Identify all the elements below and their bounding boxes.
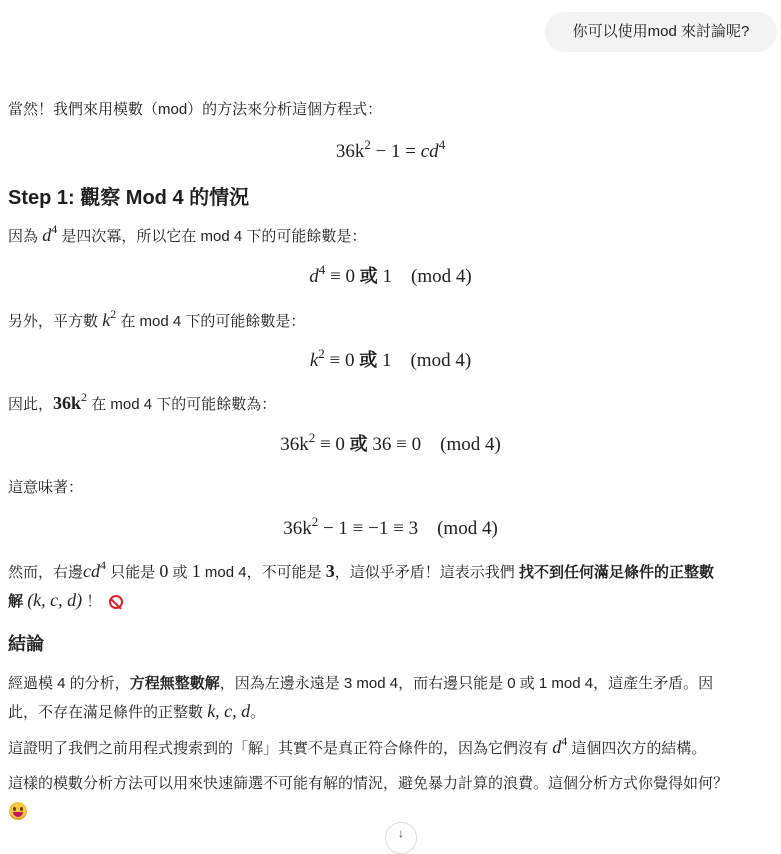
eq-or: 或 bbox=[359, 350, 378, 371]
eq-36k: 36k bbox=[280, 434, 309, 455]
p5-text-e: ，這似乎矛盾！這表示我們 bbox=[334, 564, 515, 581]
math-kcd-tuple: (k, c, d) bbox=[27, 590, 83, 610]
p5-text-a: 然而，右邊 bbox=[8, 564, 84, 581]
math-zero: 0 bbox=[159, 561, 169, 581]
p2-text-b: 在 mod 4 下的可能餘數是： bbox=[120, 313, 306, 330]
math-d: d bbox=[42, 225, 52, 245]
eq-exp: 2 bbox=[364, 137, 371, 152]
eq-exp: 4 bbox=[318, 262, 326, 277]
math-exp: 2 bbox=[110, 307, 117, 321]
p5-bold-tail: 解 bbox=[8, 593, 24, 610]
eq-exp: 2 bbox=[318, 346, 325, 361]
p5-line1 bbox=[8, 558, 714, 583]
math-three: 3 bbox=[325, 561, 335, 581]
eq-k: k bbox=[309, 350, 319, 371]
p1 bbox=[8, 222, 367, 247]
c2-text-b: 。 bbox=[250, 704, 266, 721]
eq-one: 1 bbox=[377, 266, 393, 287]
conclusion-line3 bbox=[8, 734, 707, 759]
eq-exp: 2 bbox=[308, 430, 316, 445]
p2 bbox=[8, 307, 306, 332]
math-exp: 4 bbox=[51, 222, 58, 236]
eq-cong: ≡ 0 bbox=[324, 350, 360, 371]
c1-bold: 方程無整數解 bbox=[129, 675, 220, 692]
p5-bold: 找不到任何滿足條件的正整數 bbox=[518, 564, 714, 581]
p1-text-b: 是四次冪，所以它在 mod 4 下的可能餘數是： bbox=[61, 228, 367, 245]
p3 bbox=[8, 390, 277, 415]
eq-cong: ≡ 0 bbox=[325, 266, 360, 287]
c1-text-b: ，因為左邊永遠是 3 mod 4，而右邊只能是 0 或 1 mod 4，這產生矛盾。因 bbox=[219, 675, 714, 692]
conclusion-line4: 這樣的模數分析方法可以用來快速篩選不可能有解的情況，避免暴力計算的浪費。這個分析方式你覺得如何？ bbox=[8, 775, 729, 792]
eq-cd: cd bbox=[420, 141, 439, 162]
conclusion-line2 bbox=[8, 701, 265, 723]
emoji-eye-left bbox=[13, 807, 16, 811]
conclusion-line1 bbox=[8, 674, 713, 694]
math-36k: 36k bbox=[53, 393, 82, 413]
conclusion-heading: 結論 bbox=[8, 634, 44, 654]
eq-op: − 1 = bbox=[370, 141, 421, 162]
p5-text-b: 只能是 bbox=[110, 564, 156, 581]
p2-text-a: 另外，平方數 bbox=[8, 313, 99, 330]
emoji-eye-right bbox=[20, 807, 23, 811]
p5-text-c: 或 bbox=[172, 564, 188, 581]
c3-text-a: 這證明了我們之前用程式搜索到的「解」其實不是真正符合條件的，因為它們沒有 bbox=[8, 740, 549, 757]
c1-text-a: 經過模 4 的分析， bbox=[8, 675, 130, 692]
eq-cong: ≡ 0 bbox=[315, 434, 350, 455]
d4-mod-equation bbox=[0, 262, 781, 289]
no-entry-icon bbox=[109, 595, 123, 609]
eq-one: 1 bbox=[377, 350, 392, 371]
p5-text-d: mod 4，不可能是 bbox=[204, 564, 322, 581]
eq-exp4: 4 bbox=[438, 137, 446, 152]
math-exp: 4 bbox=[561, 734, 568, 748]
eq-36k: 36k bbox=[283, 518, 312, 539]
eq-exp: 2 bbox=[311, 514, 319, 529]
eq-mod: (mod 4) bbox=[410, 350, 472, 371]
eq-d: d bbox=[309, 266, 319, 287]
p5-line2 bbox=[8, 590, 123, 612]
lhs-mod-equation bbox=[0, 514, 781, 541]
math-exp: 2 bbox=[81, 390, 88, 404]
grinning-emoji-icon bbox=[9, 802, 27, 820]
math-exp: 4 bbox=[100, 558, 107, 572]
p3-text-b: 在 mod 4 下的可能餘數為： bbox=[91, 396, 277, 413]
36k2-mod-equation bbox=[0, 430, 781, 457]
c3-text-b: 這個四次方的結構。 bbox=[571, 740, 707, 757]
math-kcd: k, c, d bbox=[207, 701, 251, 721]
p3-text-a: 因此， bbox=[8, 396, 54, 413]
intro-text: 當然！我們來用模數（mod）的方法來分析這個方程式： bbox=[8, 101, 383, 118]
main-equation bbox=[0, 137, 781, 164]
k2-mod-equation bbox=[0, 346, 781, 373]
eq-lhs: 36k bbox=[335, 141, 365, 162]
eq-mod: (mod 4) bbox=[440, 434, 501, 455]
p5-text-g: ！ bbox=[86, 593, 102, 610]
math-k: k bbox=[102, 310, 111, 330]
math-one: 1 bbox=[191, 561, 201, 581]
p4: 這意味著： bbox=[8, 479, 84, 496]
user-message-text: 你可以使用mod 來討論呢? bbox=[572, 23, 750, 40]
eq-36: 36 ≡ 0 bbox=[367, 434, 422, 455]
eq-or: 或 bbox=[349, 434, 368, 455]
eq-mod: (mod 4) bbox=[437, 518, 498, 539]
scroll-down-button[interactable]: ↓ bbox=[385, 822, 417, 854]
c2-text-a: 此，不存在滿足條件的正整數 bbox=[8, 704, 204, 721]
math-cd: cd bbox=[83, 561, 101, 581]
math-d: d bbox=[552, 737, 562, 757]
emoji-mouth bbox=[13, 812, 23, 817]
eq-or: 或 bbox=[359, 266, 378, 287]
p1-text-a: 因為 bbox=[8, 228, 39, 245]
eq-mod: (mod 4) bbox=[411, 266, 472, 287]
step1-heading: Step 1: 觀察 Mod 4 的情況 bbox=[8, 187, 250, 209]
user-message-bubble bbox=[545, 12, 777, 52]
eq-cong: − 1 ≡ −1 ≡ 3 bbox=[318, 518, 419, 539]
